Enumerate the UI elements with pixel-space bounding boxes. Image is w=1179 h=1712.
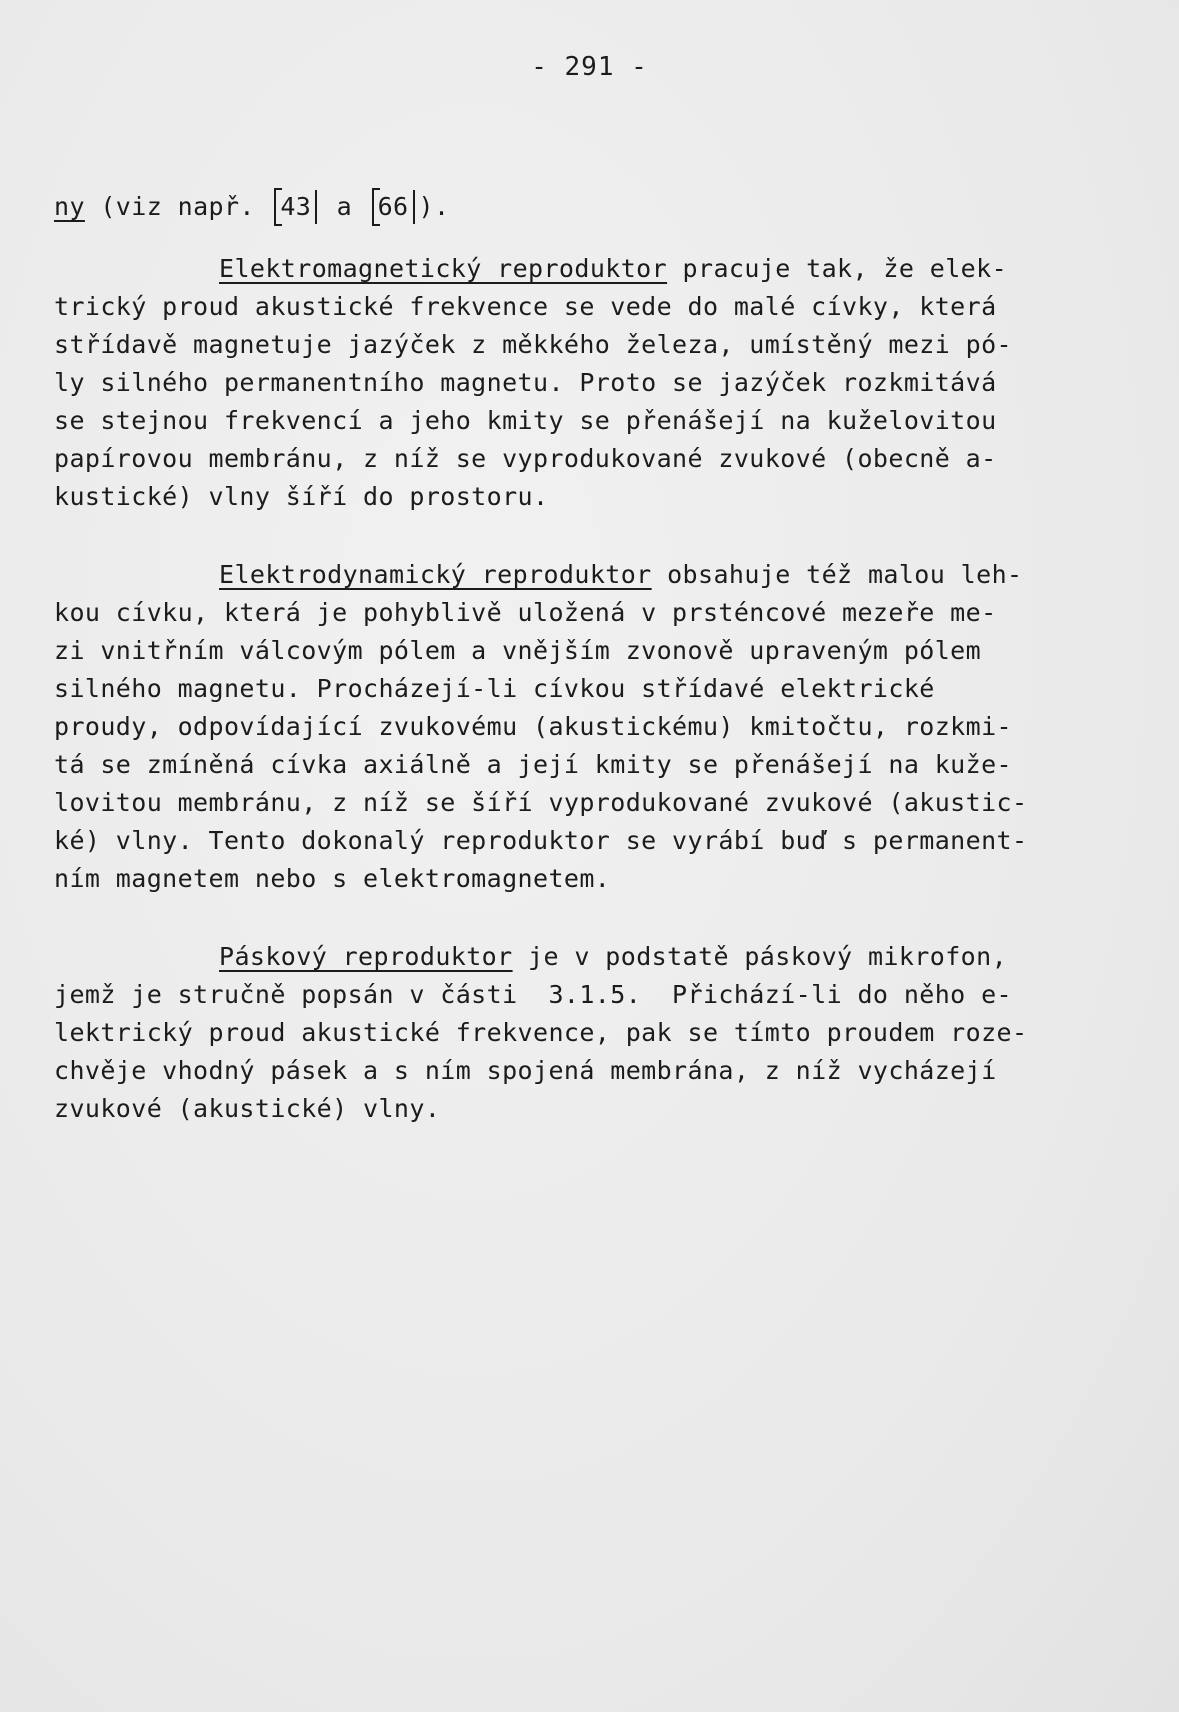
intro-word: ny: [54, 192, 85, 221]
paragraph-line: silného magnetu. Procházejí-li cívkou střídavé elektrické: [54, 674, 935, 703]
paragraph-line: trický proud akustické frekvence se vede do malé cívky, která: [54, 292, 997, 321]
paragraph-line: tá se zmíněná cívka axiálně a její kmity se přenášejí na kuže-: [54, 750, 1012, 779]
paragraph-first-rest: obsahuje též malou leh-: [651, 560, 1023, 589]
paragraph-line: střídavě magnetuje jazýček z měkkého železa, umístěný mezi pó-: [54, 330, 1012, 359]
paragraph-heading: Páskový reproduktor: [219, 942, 513, 971]
paragraph-line: lovitou membránu, z níž se šíří vyprodukované zvukové (akustic-: [54, 788, 1028, 817]
paragraph-line: chvěje vhodný pásek a s ním spojená membrána, z níž vycházejí: [54, 1056, 997, 1085]
paragraph-line: zi vnitřním válcovým pólem a vnějším zvonově upraveným pólem: [54, 636, 982, 665]
reference-43: 43: [274, 190, 317, 224]
paragraph-line: proudy, odpovídající zvukovému (akustickému) kmitočtu, rozkmi-: [54, 712, 1012, 741]
intro-line: [54, 190, 449, 224]
paragraph-line: jemž je stručně popsán v části 3.1.5. Přichází-li do něho e-: [54, 980, 1012, 1009]
paragraph-line: ké) vlny. Tento dokonalý reproduktor se vyrábí buď s permanent-: [54, 826, 1028, 855]
paragraph-first-rest: pracuje tak, že elek-: [667, 254, 1008, 283]
intro-text: (viz např.: [84, 192, 255, 221]
paragraph-first-rest: je v podstatě páskový mikrofon,: [512, 942, 1008, 971]
reference-66: 66: [372, 190, 415, 224]
paragraph-first-line: [219, 254, 1007, 284]
page-number: - 291 -: [531, 52, 648, 82]
paragraph-line: kou cívku, která je pohyblivě uložená v prsténcové mezeře me-: [54, 598, 997, 627]
paragraph-line: papírovou membránu, z níž se vyprodukované zvukové (obecně a-: [54, 444, 997, 473]
paragraph-heading: Elektrodynamický reproduktor: [219, 560, 652, 589]
intro-between: a: [321, 192, 353, 221]
paragraph-heading: Elektromagnetický reproduktor: [219, 254, 668, 283]
paragraph-line: zvukové (akustické) vlny.: [54, 1094, 441, 1123]
intro-after: ).: [418, 192, 450, 221]
paragraph-line: se stejnou frekvencí a jeho kmity se přenášejí na kuželovitou: [54, 406, 997, 435]
paragraph-first-line: [219, 942, 1007, 972]
paragraph-line: ly silného permanentního magnetu. Proto se jazýček rozkmitává: [54, 368, 997, 397]
paragraph-first-line: [219, 560, 1022, 590]
paragraph-line: lektrický proud akustické frekvence, pak se tímto proudem roze-: [54, 1018, 1028, 1047]
paragraph-line: kustické) vlny šíří do prostoru.: [54, 482, 549, 511]
paragraph-line: ním magnetem nebo s elektromagnetem.: [54, 864, 611, 893]
